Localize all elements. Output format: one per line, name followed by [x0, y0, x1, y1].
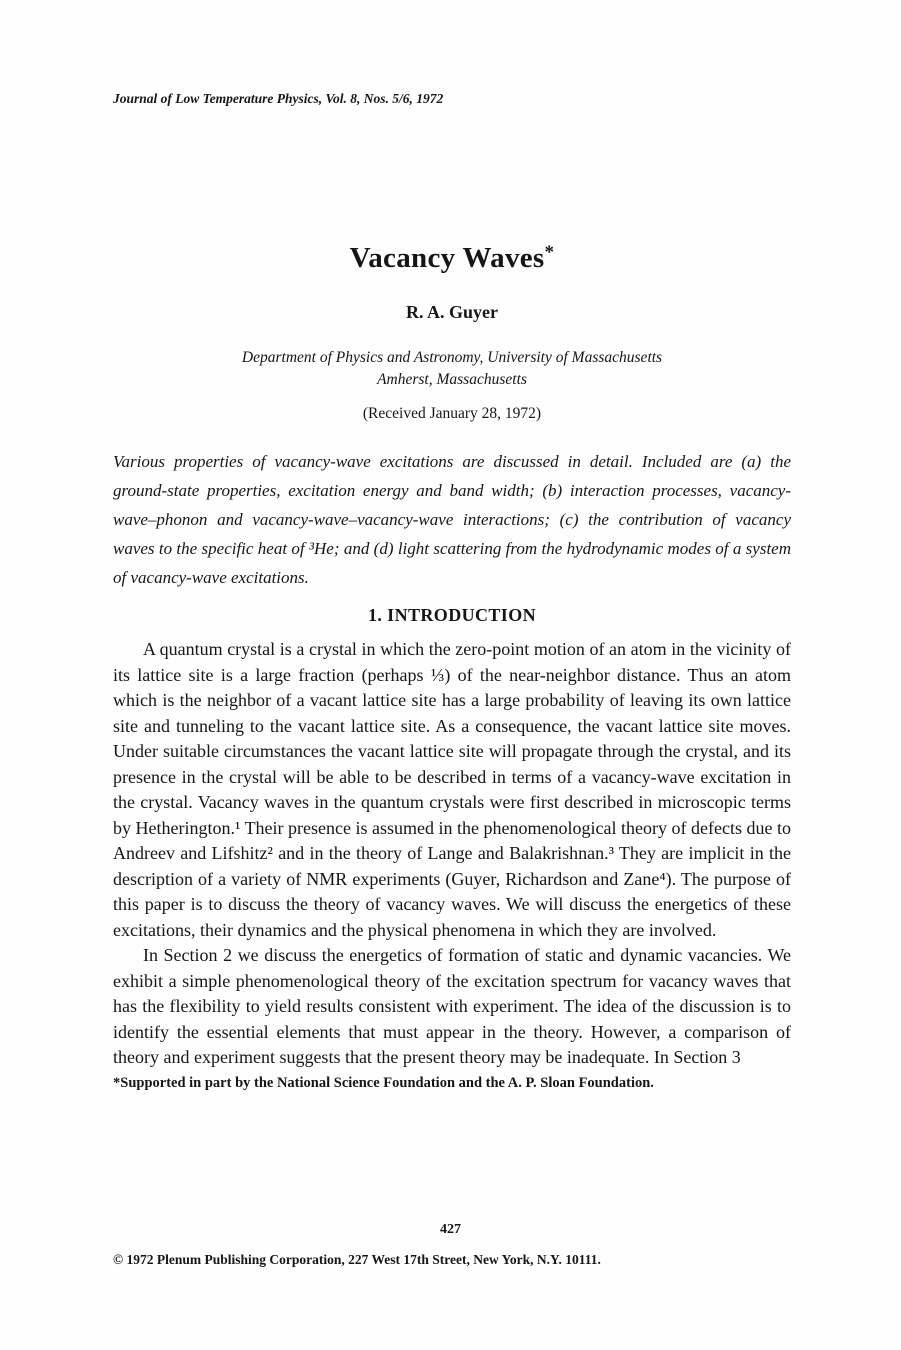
affiliation-line-2: Amherst, Massachusetts: [377, 371, 527, 388]
article-title-text: Vacancy Waves: [349, 242, 545, 274]
intro-paragraph-1: A quantum crystal is a crystal in which the zero-point motion of an atom in the vicinity of its lattice site is a large fraction (perhaps ⅓) of the near-neighbor distance. Thus an atom which is the neighbor of a vacant lattice site has a large probability of leaving its own lattice site and tunneling to the vacant lattice site. As a consequence, the vacant lattice site moves. Under suitable circumstances the vacant lattice site will propagate through the crystal, and its presence in the crystal will be able to be described in terms of a vacancy-wave excitation in the crystal. Vacancy waves in the quantum crystals were first described in microscopic terms by Hetherington.¹ Their presence is assumed in the phenomenological theory of defects due to Andreev and Lifshitz² and in the theory of Lange and Balakrishnan.³ They are implicit in the description of a variety of NMR experiments (Guyer, Richardson and Zane⁴). The purpose of this paper is to discuss the theory of vacancy waves. We will discuss the energetics of these excitations, their dynamics and the physical phenomena in which they are involved.: [113, 639, 791, 940]
copyright-notice: © 1972 Plenum Publishing Corporation, 227 West 17th Street, New York, N.Y. 10111.: [113, 1252, 601, 1267]
page-content: [0, 90, 901, 1093]
title-footnote-marker: *: [544, 242, 555, 263]
affiliation: [113, 347, 791, 391]
journal-header: Journal of Low Temperature Physics, Vol. 8, Nos. 5/6, 1972: [113, 91, 444, 106]
abstract-text: Various properties of vacancy-wave excitations are discussed in detail. Included are (a) the ground-state properties, excitation energy and band width; (b) interaction processes, vacancy-wave–phonon and vacancy-wave–vacancy-wave interactions; (c) the contribution of vacancy waves to the specific heat of ³He; and (d) light scattering from the hydrodynamic modes of a system of vacancy-wave excitations.: [113, 452, 791, 587]
page-number: 427: [440, 1222, 461, 1237]
author-name: R. A. Guyer: [406, 302, 498, 322]
author-footnote: *Supported in part by the National Science Foundation and the A. P. Sloan Foundation.: [113, 1074, 654, 1091]
section-heading-introduction: 1. INTRODUCTION: [367, 605, 537, 625]
affiliation-line-1: Department of Physics and Astronomy, University of Massachusetts: [241, 349, 663, 366]
intro-paragraph-2: In Section 2 we discuss the energetics of formation of static and dynamic vacancies. We exhibit a simple phenomenological theory of the excitation spectrum for vacancy waves that has the flexibility to yield results consistent with experiment. The idea of the discussion is to identify the essential elements that must appear in the theory. However, a comparison of theory and experiment suggests that the present theory may be inadequate. In Section 3: [113, 945, 791, 1067]
article-title: [113, 236, 791, 275]
received-date: (Received January 28, 1972): [362, 405, 542, 422]
